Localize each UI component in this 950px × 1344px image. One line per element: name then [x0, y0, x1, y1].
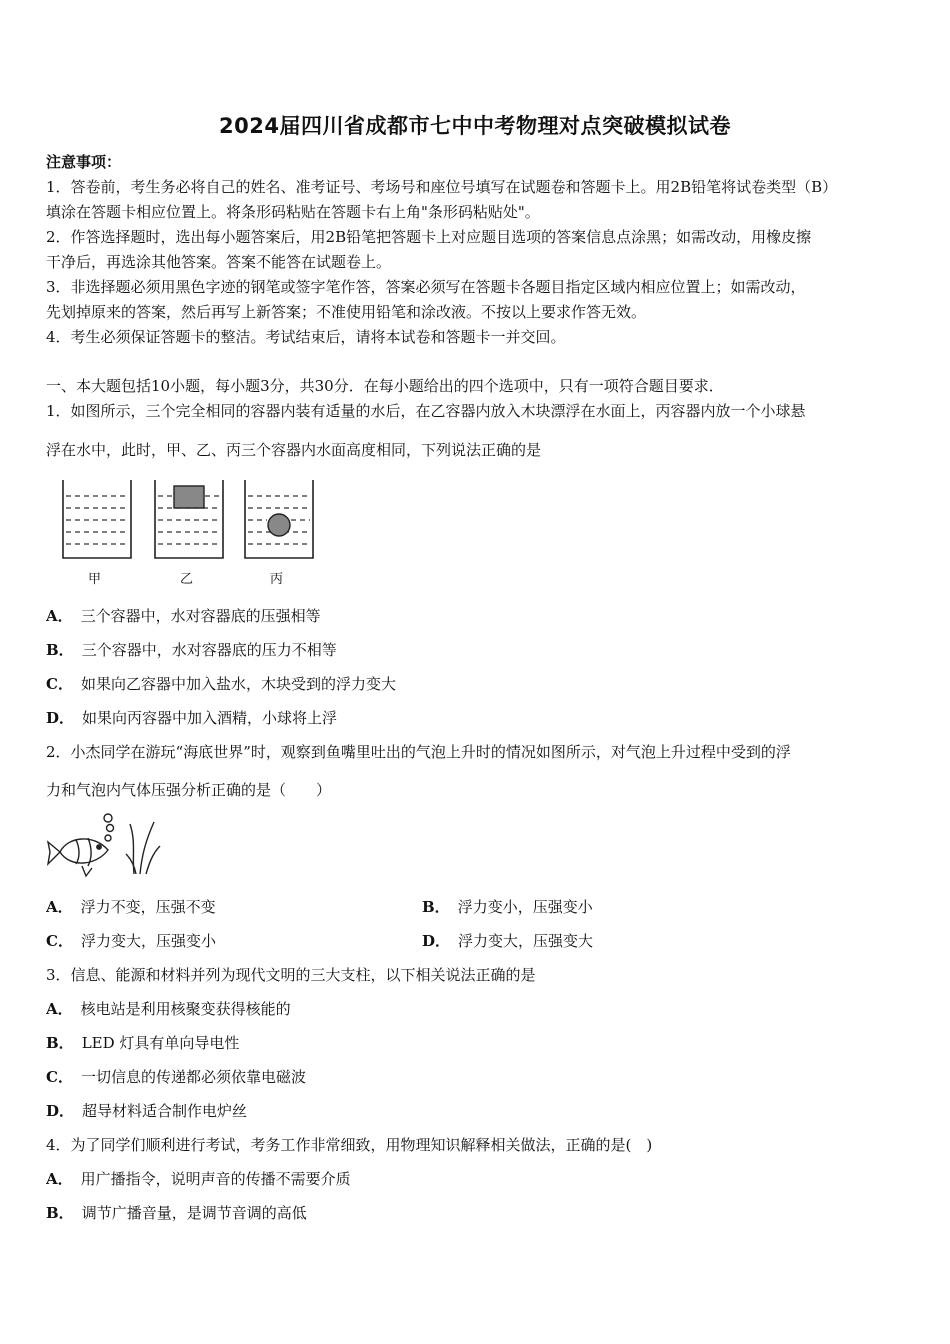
bubble [105, 835, 111, 841]
option-label: D． [46, 709, 75, 727]
option-text: 三个容器中，水对容器底的压力不相等 [81, 641, 337, 659]
fish-tail [48, 842, 60, 864]
option-label: C． [46, 932, 73, 950]
q1-option-b [46, 640, 908, 660]
fish-fin [82, 866, 92, 876]
option-label: D． [46, 1102, 75, 1120]
option-text: LED 灯具有单向导电性 [81, 1034, 240, 1052]
notice-line: 2．作答选择题时，选出每小题答案后，用2B铅笔把答题卡上对应题目选项的答案信息点涂黑；如需改动，用橡皮擦 [46, 228, 812, 246]
option-text: 调节广播音量，是调节音调的高低 [81, 1204, 307, 1222]
page-title: 2024届四川省成都市七中中考物理对点突破模拟试卷 [219, 114, 731, 138]
label-bing: 丙 [270, 572, 284, 587]
option-label: A． [46, 1170, 73, 1188]
q3-option-b [46, 1033, 908, 1053]
notice-line: 1．答卷前，考生务必将自己的姓名、准考证号、考场号和座位号填写在试题卷和答题卡上。用2B铅笔将试卷类型（B） [46, 178, 838, 196]
q1-option-a [46, 606, 908, 626]
bubble [107, 825, 114, 832]
q2-stem-line2: 力和气泡内气体压强分析正确的是（ ） [46, 781, 332, 799]
q2-option-b [422, 897, 593, 917]
fish-body [60, 839, 108, 863]
section-heading: 一、本大题包括10小题，每小题3分，共30分．在每小题给出的四个选项中，只有一项符合题目要求． [46, 377, 724, 395]
option-text: 三个容器中，水对容器底的压强相等 [80, 607, 321, 625]
fish-eye [97, 845, 101, 849]
wood-block [174, 486, 204, 508]
water-lines-jia [66, 496, 128, 544]
seaweed [146, 846, 160, 874]
option-text: 浮力不变，压强不变 [80, 898, 216, 916]
q1-stem-line2: 浮在水中，此时，甲、乙、丙三个容器内水面高度相同，下列说法正确的是 [46, 441, 542, 459]
option-text: 用广播指令，说明声音的传播不需要介质 [80, 1170, 351, 1188]
label-jia: 甲 [88, 572, 102, 587]
notice-heading: 注意事项： [46, 153, 122, 171]
containers-figure [55, 478, 325, 562]
notice-line: 填涂在答题卡相应位置上。将条形码粘贴在答题卡右上角"条形码粘贴处"。 [46, 203, 540, 221]
notice-line: 干净后，再选涂其他答案。答案不能答在试题卷上。 [46, 253, 392, 271]
notice-line: 4．考生必须保证答题卡的整洁。考试结束后，请将本试卷和答题卡一并交回。 [46, 328, 566, 346]
option-label: B． [46, 1204, 74, 1222]
seaweed [140, 822, 154, 874]
q1-option-d [46, 708, 908, 728]
container-jia [63, 480, 131, 558]
option-label: B． [422, 898, 450, 916]
fish-bubbles-figure [46, 812, 166, 884]
option-label: A． [46, 607, 73, 625]
q3-option-d [46, 1101, 908, 1121]
option-label: A． [46, 898, 73, 916]
fish-stripe [76, 840, 79, 864]
option-label: D． [422, 932, 451, 950]
option-text: 一切信息的传递都必须依靠电磁波 [80, 1068, 306, 1086]
option-text: 超导材料适合制作电炉丝 [82, 1102, 248, 1120]
q2-option-row2 [46, 931, 908, 951]
notice-line: 3．非选择题必须用黑色字迹的钢笔或签字笔作答，答案必须写在答题卡各题目指定区域内相应位置上；如需改动， [46, 278, 806, 296]
q1-stem-line1: 1．如图所示，三个完全相同的容器内装有适量的水后，在乙容器内放入木块漂浮在水面上，丙容器内放一个小球悬 [46, 402, 806, 420]
q3-option-a [46, 999, 908, 1019]
q3-option-c [46, 1067, 908, 1087]
option-text: 浮力变大，压强变小 [80, 932, 216, 950]
option-text: 核电站是利用核聚变获得核能的 [80, 1000, 291, 1018]
q3-stem: 3．信息、能源和材料并列为现代文明的三大支柱，以下相关说法正确的是 [46, 966, 536, 984]
option-label: C． [46, 1068, 73, 1086]
option-label: A． [46, 1000, 73, 1018]
option-text: 浮力变大，压强变大 [458, 932, 594, 950]
seaweed [126, 854, 136, 874]
bubble [104, 814, 112, 822]
option-text: 如果向丙容器中加入酒精，小球将上浮 [82, 709, 338, 727]
q2-option-row1 [46, 897, 908, 917]
option-label: B． [46, 641, 74, 659]
q4-option-a [46, 1169, 908, 1189]
notice-line: 先划掉原来的答案，然后再写上新答案；不准使用铅笔和涂改液。不按以上要求作答无效。 [46, 303, 647, 321]
option-text: 浮力变小，压强变小 [457, 898, 593, 916]
q2-option-d [422, 931, 593, 951]
q4-option-b [46, 1203, 908, 1223]
option-label: C． [46, 675, 73, 693]
q4-stem: 4．为了同学们顺利进行考试，考务工作非常细致，用物理知识解释相关做法，正确的是( ) [46, 1136, 653, 1154]
option-label: B． [46, 1034, 74, 1052]
q1-option-c [46, 674, 908, 694]
label-yi: 乙 [180, 572, 194, 587]
option-text: 如果向乙容器中加入盐水，木块受到的浮力变大 [80, 675, 396, 693]
floating-ball [268, 514, 290, 536]
q2-stem-line1: 2．小杰同学在游玩“海底世界”时，观察到鱼嘴里吐出的气泡上升时的情况如图所示，对气泡上升过程中受到的浮 [46, 743, 791, 761]
